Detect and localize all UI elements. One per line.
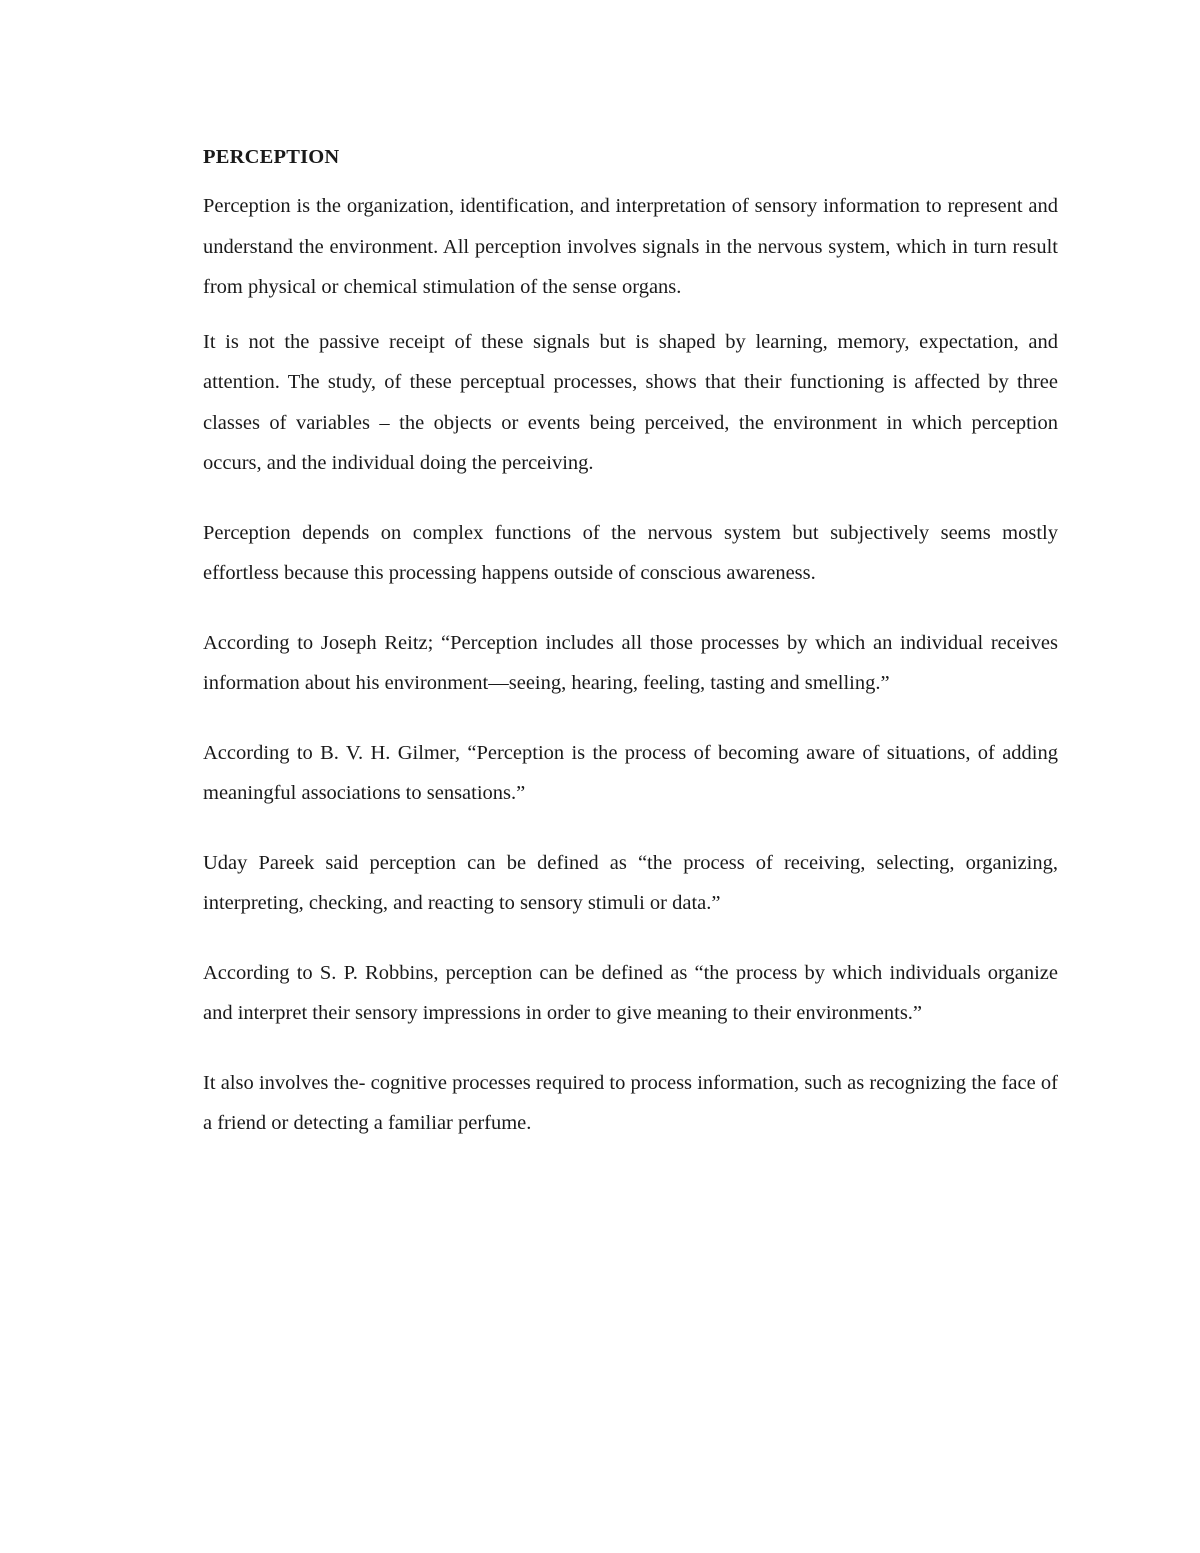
paragraph-pareek: Uday Pareek said perception can be defined as “the process of receiving, selecting, organizing, interpreting, checking, and reacting to sensory stimuli or data.” (203, 851, 1058, 914)
paragraph-robbins: According to S. P. Robbins, perception can be defined as “the process by which individuals organize and interpret their sensory impressions in order to give meaning to their environments.” (203, 961, 1058, 1024)
paragraph-shaping: It is not the passive receipt of these signals but is shaped by learning, memory, expectation, and attention. The study, of these perceptual processes, shows that their functioning is affected by three classes of variables – the objects or events being perceived, the environment in which perception occurs, and the individual doing the perceiving. (203, 330, 1058, 474)
paragraph-complexity: Perception depends on complex functions of the nervous system but subjectively seems mostly effortless because this processing happens outside of conscious awareness. (203, 521, 1058, 584)
paragraph-definition: Perception is the organization, identification, and interpretation of sensory information to represent and understand the environment. All perception involves signals in the nervous system, which in turn result from physical or chemical stimulation of the sense organs. (203, 195, 1058, 298)
paragraph-cognitive: It also involves the- cognitive processes required to process information, such as recognizing the face of a friend or detecting a familiar perfume. (203, 1071, 1058, 1134)
document-page (203, 143, 1058, 1144)
document-title: PERCEPTION (203, 146, 340, 168)
paragraph-gilmer: According to B. V. H. Gilmer, “Perception is the process of becoming aware of situations, of adding meaningful associations to sensations.” (203, 741, 1058, 804)
paragraph-reitz: According to Joseph Reitz; “Perception includes all those processes by which an individual receives information about his environment—seeing, hearing, feeling, tasting and smelling.” (203, 631, 1058, 694)
